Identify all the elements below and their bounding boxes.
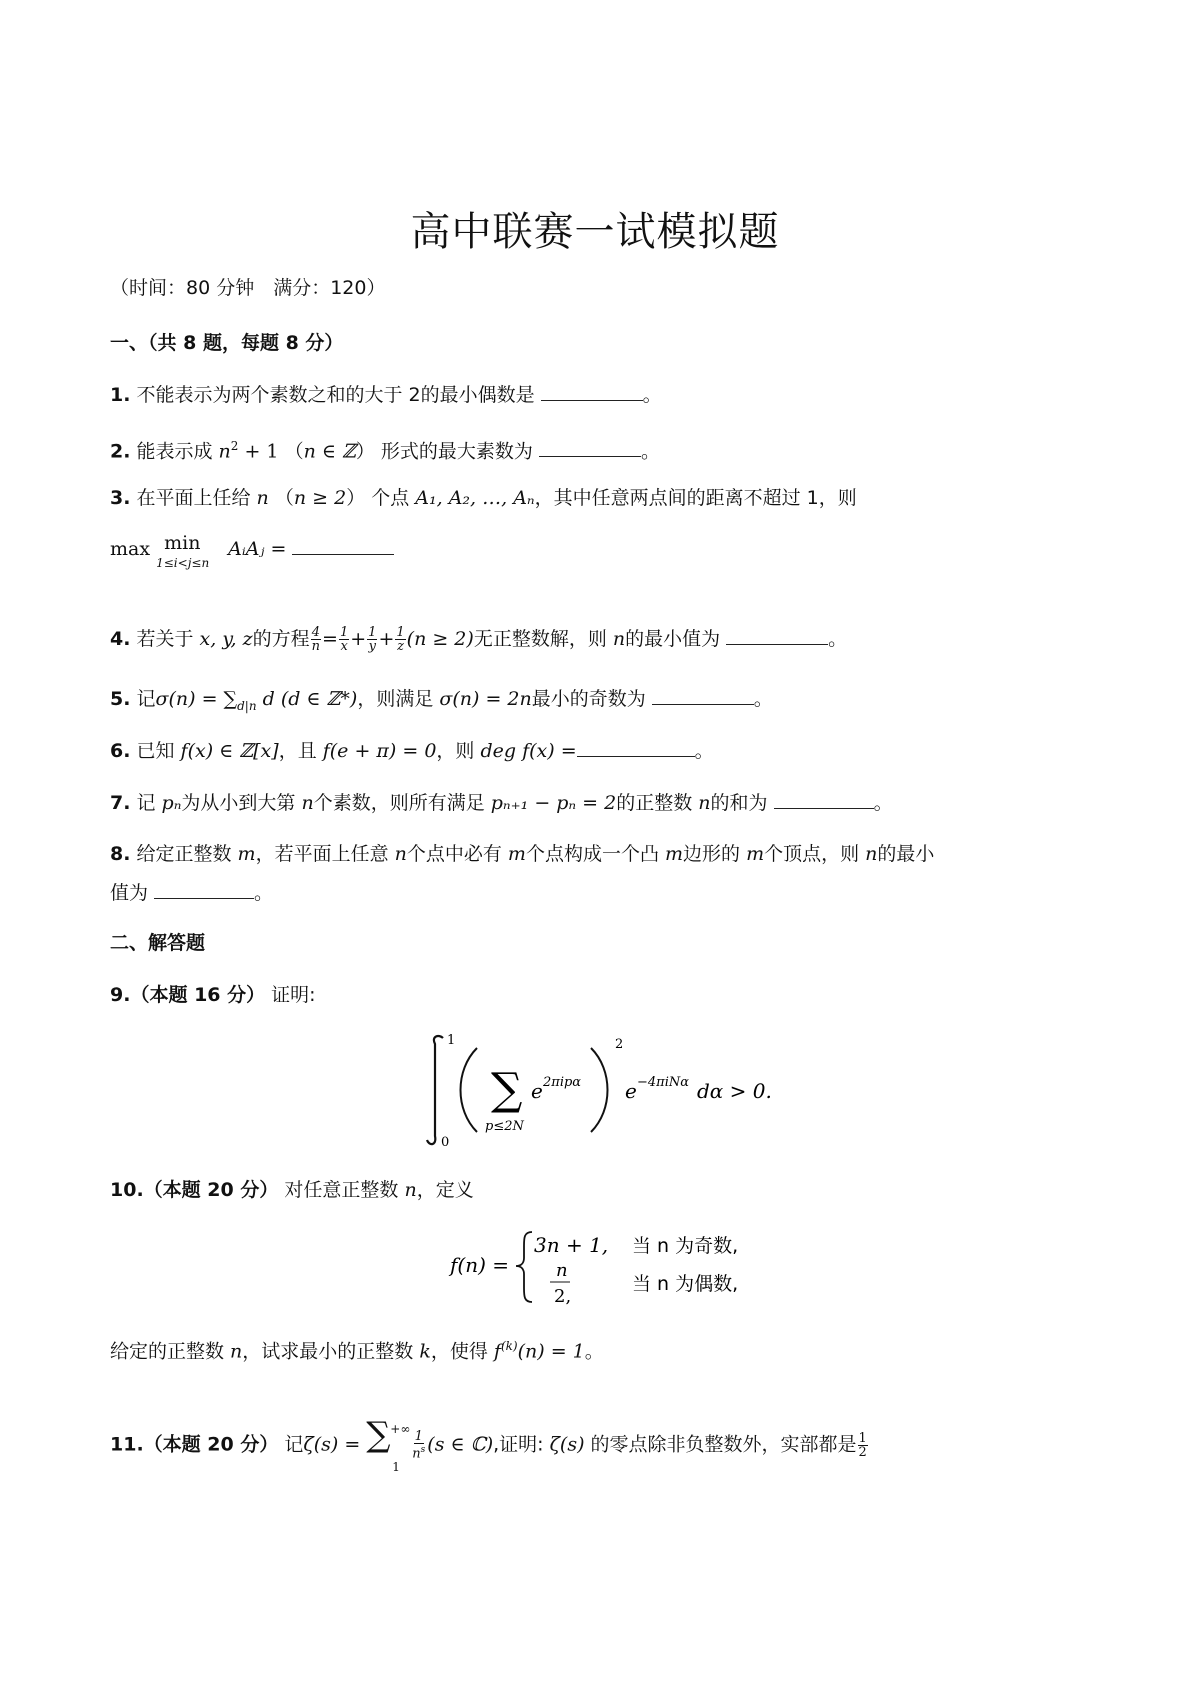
sum-block xyxy=(366,1415,411,1475)
math-min-range: 1≤i<j≤n xyxy=(156,556,210,570)
question-text: 个顶点，则 xyxy=(764,843,866,865)
math-eq: (n) = 1 xyxy=(517,1340,585,1363)
math-plus: + xyxy=(350,628,367,650)
question-10 xyxy=(110,1178,474,1202)
question-text: （ xyxy=(284,440,304,463)
punctuation: 。 xyxy=(753,688,773,710)
math-var: n xyxy=(256,487,269,509)
math-degree: deg f(x) = xyxy=(480,740,577,762)
math-distance: AᵢAⱼ = xyxy=(228,538,287,560)
math-zeta: ζ(s) = xyxy=(303,1433,361,1456)
question-7 xyxy=(110,790,893,815)
math-exponent: 2 xyxy=(230,439,239,453)
question-8 xyxy=(110,842,934,866)
math-var: n xyxy=(698,792,711,814)
exam-info: （时间：80 分钟 满分：120） xyxy=(110,277,386,299)
question-text: 的方程 xyxy=(252,628,310,650)
punctuation: 。 xyxy=(254,882,274,904)
math-var: n xyxy=(612,628,626,650)
score-label: （本题 20 分） xyxy=(143,1433,279,1456)
function-lhs: f(n) = xyxy=(450,1253,510,1277)
answer-blank xyxy=(726,626,828,645)
question-text: ,证明: xyxy=(493,1433,550,1456)
question-number: 8. xyxy=(110,843,131,865)
integral-sign xyxy=(427,1036,443,1144)
math-max: max xyxy=(110,538,151,560)
score-label: （本题 16 分） xyxy=(130,984,266,1006)
left-paren xyxy=(461,1048,478,1132)
question-number: 11. xyxy=(110,1433,144,1456)
math-min: min xyxy=(164,532,201,554)
math-cond: n ∈ ℤ xyxy=(303,440,356,463)
left-brace xyxy=(516,1232,532,1302)
math-zeta-s: ζ(s) xyxy=(549,1433,585,1456)
math-cond: (n ≥ 2) xyxy=(406,628,474,650)
sum-sign: ∑ xyxy=(491,1064,523,1115)
question-9 xyxy=(110,983,316,1007)
square-exponent: 2 xyxy=(615,1037,624,1052)
math-var: k xyxy=(419,1340,431,1363)
exp-base-e: e xyxy=(531,1079,543,1103)
math-func: f xyxy=(493,1340,501,1363)
question-3 xyxy=(110,486,857,510)
question-text: 的零点除非负整数外，实部都是 xyxy=(584,1433,857,1456)
section-two-heading: 二、解答题 xyxy=(110,932,206,954)
question-text: 值为 xyxy=(110,882,155,904)
math-prime: pₙ xyxy=(161,792,182,814)
question-8-line-2 xyxy=(110,880,273,905)
question-text: 给定正整数 xyxy=(136,843,238,865)
question-text: ，试求最小的正整数 xyxy=(242,1340,420,1363)
question-text: ，使得 xyxy=(430,1340,494,1363)
question-text: 已知 xyxy=(136,740,181,762)
question-number: 5. xyxy=(110,688,131,710)
question-2 xyxy=(110,434,660,463)
answer-blank xyxy=(774,790,874,809)
math-condition: σ(n) = 2n xyxy=(439,688,532,710)
question-text: （ xyxy=(274,487,294,509)
math-vars: x, y, z xyxy=(199,628,253,650)
question-number: 1. xyxy=(110,384,131,406)
fraction-1-over-y: $\frac{1}{y}$ xyxy=(368,625,377,654)
math-points: A₁, A₂, …, Aₙ xyxy=(415,487,535,509)
integral-formula-svg xyxy=(425,1030,795,1150)
question-text: ，其中任意两点间的距离不超过 1，则 xyxy=(534,487,857,509)
question-text: ，且 xyxy=(278,740,323,762)
question-text: ，若平面上任意 xyxy=(255,843,395,865)
question-text: ，则 xyxy=(436,740,481,762)
math-iterate: (k) xyxy=(500,1339,518,1353)
question-text: ，则满足 xyxy=(357,688,440,710)
answer-blank xyxy=(539,438,641,457)
sum-sign: ∑ xyxy=(366,1415,391,1456)
fraction-1-over-n-s: $\frac{1}{n^s}$ xyxy=(412,1429,426,1462)
question-text: 最小的奇数为 xyxy=(531,688,652,710)
punctuation: 。 xyxy=(694,740,714,762)
question-number: 10. xyxy=(110,1179,144,1201)
punctuation: 。 xyxy=(873,792,893,814)
question-text: 个点中必有 xyxy=(406,843,508,865)
integral-tail: dα > 0. xyxy=(697,1079,772,1103)
math-domain: d (d ∈ ℤ*) xyxy=(256,688,358,710)
fraction-1-over-z: $\frac{1}{z}$ xyxy=(396,625,405,654)
question-text: 能表示成 xyxy=(136,440,219,463)
question-text: 个点构成一个凸 xyxy=(525,843,665,865)
question-text: 的最小值为 xyxy=(625,628,727,650)
integral-formula xyxy=(425,1030,795,1150)
math-var: m xyxy=(665,843,684,865)
question-text: 记 xyxy=(136,688,156,710)
fraction-one-half: $\frac{1}{2}$ xyxy=(858,1430,867,1460)
question-text: 的正整数 xyxy=(616,792,699,814)
question-text: 无正整数解，则 xyxy=(473,628,613,650)
math-var: m xyxy=(237,843,256,865)
case-2-denominator: 2, xyxy=(554,1286,572,1307)
exp-power-2: −4πiNα xyxy=(637,1075,690,1090)
punctuation: 。 xyxy=(828,628,848,650)
sum-index: p≤2N xyxy=(485,1119,524,1134)
question-number: 7. xyxy=(110,792,131,814)
case-2-numerator: n xyxy=(556,1260,568,1281)
sum-upper: +∞ xyxy=(390,1422,411,1437)
math-root: f(e + π) = 0 xyxy=(322,740,437,762)
exp-power-1: 2πipα xyxy=(543,1075,582,1090)
question-text: 的和为 xyxy=(710,792,774,814)
question-number: 2. xyxy=(110,440,131,463)
answer-blank xyxy=(652,686,754,705)
math-equals: = xyxy=(322,628,338,650)
math-var: n xyxy=(218,440,231,463)
math-sigma: σ(n) = ∑ xyxy=(155,688,238,710)
question-5 xyxy=(110,686,773,718)
math-plus-one: + 1 xyxy=(238,440,285,463)
sum-lower: 1 xyxy=(392,1460,400,1475)
case-1-condition: 当 n 为奇数, xyxy=(632,1235,739,1257)
math-domain: (s ∈ ℂ) xyxy=(427,1433,494,1456)
question-text: 为从小到大第 xyxy=(181,792,302,814)
question-text: 若关于 xyxy=(136,628,200,650)
question-3-line-2 xyxy=(110,532,394,570)
question-number: 6. xyxy=(110,740,131,762)
question-text: 记 xyxy=(284,1433,304,1456)
math-var: n xyxy=(394,843,407,865)
case-1-expr: 3n + 1, xyxy=(534,1233,609,1257)
punctuation: 。 xyxy=(584,1340,604,1363)
math-poly: f(x) ∈ ℤ[x] xyxy=(180,740,279,762)
piecewise-function xyxy=(450,1226,770,1306)
math-var: n xyxy=(230,1340,243,1363)
punctuation: 。 xyxy=(640,440,660,463)
answer-blank xyxy=(292,536,394,555)
math-twin: pₙ₊₁ − pₙ = 2 xyxy=(490,792,617,814)
question-text: 记 xyxy=(136,792,162,814)
math-var: n xyxy=(865,843,878,865)
question-10-task xyxy=(110,1334,604,1363)
answer-blank xyxy=(577,738,695,757)
question-text: 在平面上任给 xyxy=(136,487,257,509)
math-cond: n ≥ 2 xyxy=(293,487,347,509)
fraction-4-over-n: $\frac{4}{n}$ xyxy=(311,625,321,654)
piecewise-svg xyxy=(450,1226,770,1306)
question-11 xyxy=(110,1415,869,1475)
question-text: 证明: xyxy=(271,984,316,1006)
punctuation: 。 xyxy=(642,384,662,406)
right-paren xyxy=(591,1048,608,1132)
question-number: 9. xyxy=(110,984,131,1006)
math-var: m xyxy=(507,843,526,865)
question-text: ，定义 xyxy=(416,1179,474,1201)
page-title: 高中联赛一试模拟题 xyxy=(410,209,780,255)
math-var: m xyxy=(746,843,765,865)
question-text: 的最小 xyxy=(877,843,935,865)
question-1 xyxy=(110,382,662,407)
math-var: n xyxy=(301,792,314,814)
score-label: （本题 20 分） xyxy=(143,1179,279,1201)
question-text: ） 形式的最大素数为 xyxy=(355,440,539,463)
integral-lower: 0 xyxy=(441,1135,450,1150)
question-text: 个素数，则所有满足 xyxy=(313,792,491,814)
question-text: 对任意正整数 xyxy=(284,1179,405,1201)
question-number: 3. xyxy=(110,487,131,509)
question-text: 给定的正整数 xyxy=(110,1340,231,1363)
answer-blank xyxy=(541,382,643,401)
question-6 xyxy=(110,738,714,763)
question-number: 4. xyxy=(110,628,131,650)
question-text: 边形的 xyxy=(683,843,747,865)
answer-blank xyxy=(154,880,254,899)
exp-base-e2: e xyxy=(625,1079,637,1103)
question-text: 不能表示为两个素数之和的大于 2的最小偶数是 xyxy=(136,384,541,406)
integral-upper: 1 xyxy=(447,1033,456,1048)
question-4 xyxy=(110,626,847,653)
case-2-condition: 当 n 为偶数, xyxy=(632,1273,739,1295)
math-var: n xyxy=(404,1179,417,1201)
fraction-1-over-x: $\frac{1}{x}$ xyxy=(339,625,349,654)
section-one-heading: 一、（共 8 题，每题 8 分） xyxy=(110,332,344,354)
math-plus: + xyxy=(378,628,395,650)
math-sum-index: d|n xyxy=(237,698,257,713)
question-text: ） 个点 xyxy=(346,487,416,509)
